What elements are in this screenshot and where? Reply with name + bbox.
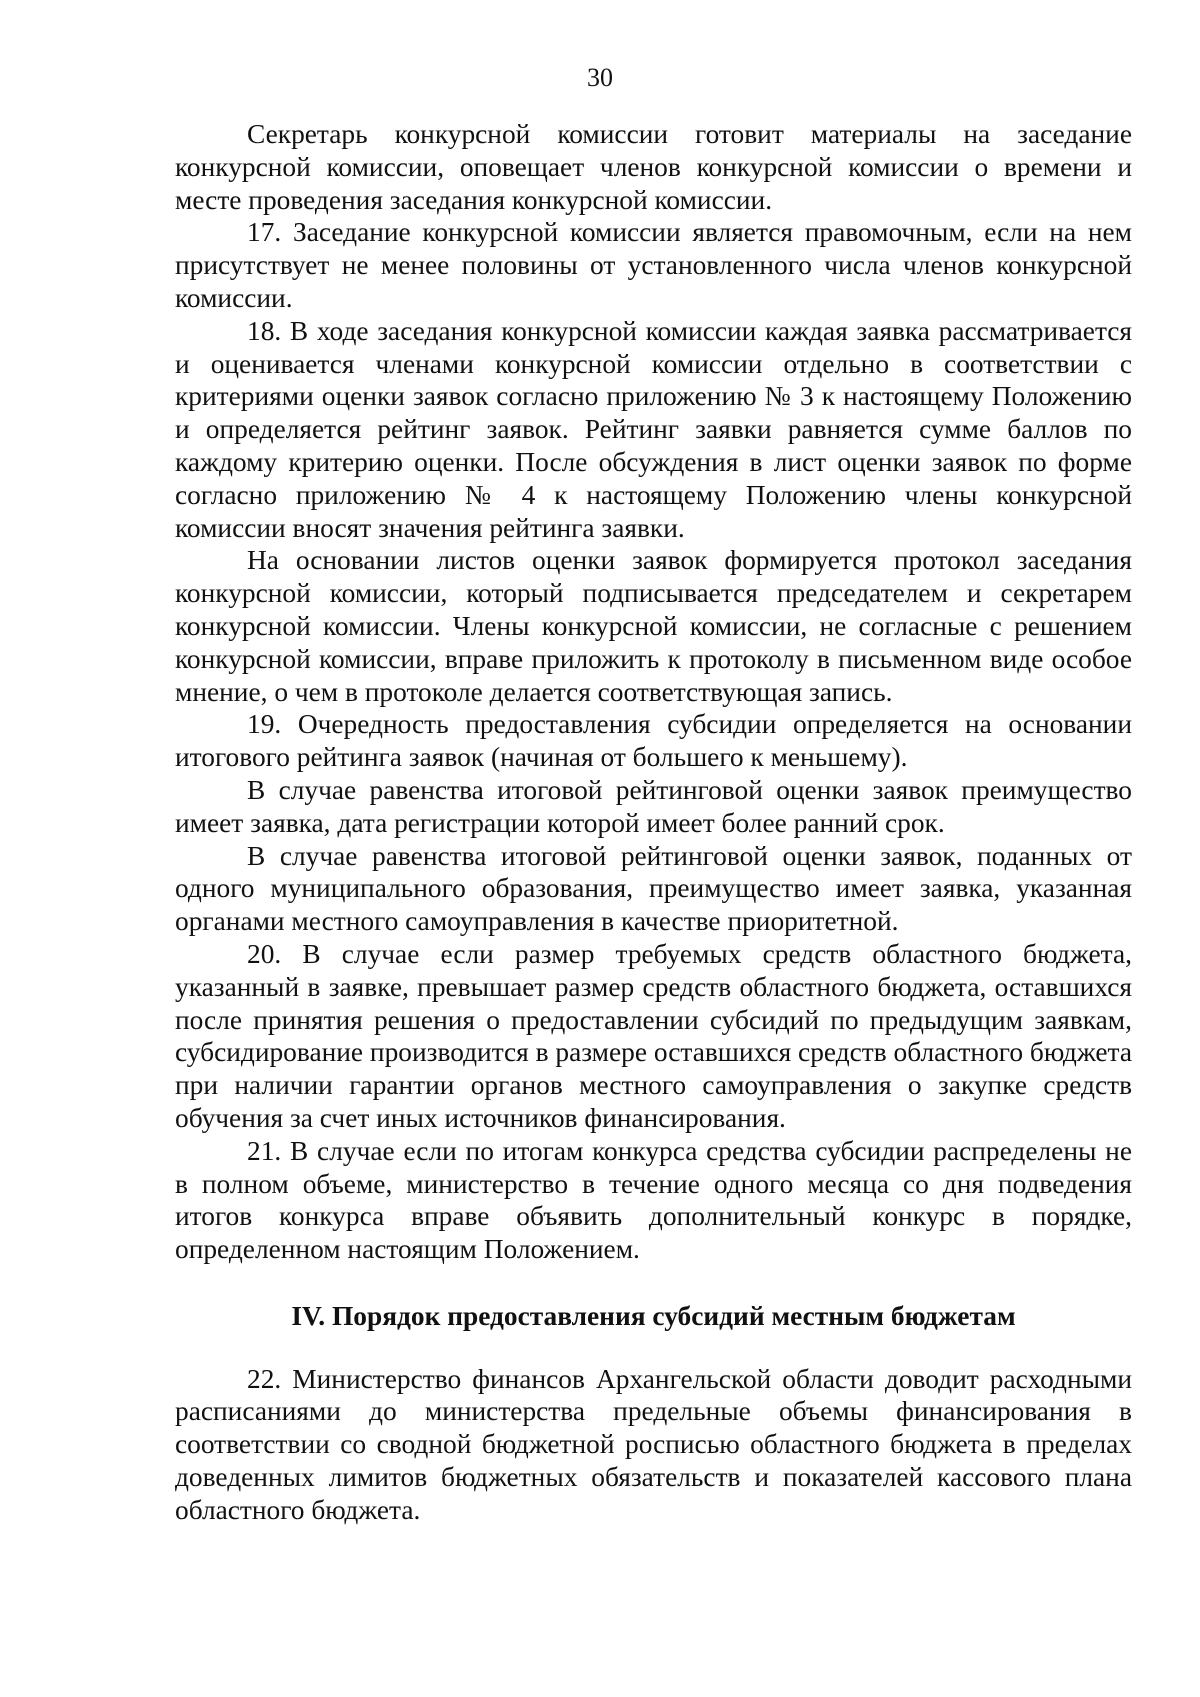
section-heading: IV. Порядок предоставления субсидий местным бюджетам <box>291 1300 1016 1331</box>
paragraph-equal-rating-municipality: В случае равенства итоговой рейтинговой оценки заявок, поданных от одного муниципального образования, преимущество имеет заявка, указанная органами местного самоуправления в качестве приоритетной. <box>175 840 1132 937</box>
paragraph-19-priority: 19. Очередность предоставления субсидии определяется на основании итогового рейтинга заявок (начиная от большего к меньшему). <box>175 709 1132 773</box>
paragraph-20-remaining-funds: 20. В случае если размер требуемых средств областного бюджета, указанный в заявке, превышает размер средств областного бюджета, оставшихся после принятия решения о предоставлении субсидий по предыдущим заявкам, субсидирование производится в размере оставшихся средств областного бюджета при наличии гарантии органов местного самоуправления о закупке средств обучения за счет иных источников финансирования. <box>175 938 1133 1133</box>
paragraph-equal-rating-date: В случае равенства итоговой рейтинговой оценки заявок преимущество имеет заявка, дата регистрации которой имеет более ранний срок. <box>175 774 1132 838</box>
paragraph-21-additional-contest: 21. В случае если по итогам конкурса средства субсидии распределены не в полном объеме, министерство в течение одного месяца со дня подведения итогов конкурса вправе объявить дополнительный конкурс в порядке, определенном настоящим Положением. <box>175 1135 1132 1265</box>
paragraph-secretary-duties: Секретарь конкурсной комиссии готовит материалы на заседание конкурсной комиссии, оповещает членов конкурсной комиссии о времени и месте проведения заседания конкурсной комиссии. <box>175 119 1132 215</box>
page-number: 30 <box>587 63 613 92</box>
document-body <box>175 118 1132 1527</box>
paragraph-22-finance-ministry: 22. Министерство финансов Архангельской области доводит расходными расписаниями до министерства предельные объемы финансирования в соответствии со сводной бюджетной росписью областного бюджета в пределах доведенных лимитов бюджетных обязательств и показателей кассового плана областного бюджета. <box>175 1363 1132 1525</box>
paragraph-18-evaluation: 18. В ходе заседания конкурсной комиссии каждая заявка рассматривается и оценивается членами конкурсной комиссии отдельно в соответствии с критериями оценки заявок согласно приложению № 3 к настоящему Положению и определяется рейтинг заявок. Рейтинг заявки равняется сумме баллов по каждому критерию оценки. После обсуждения в лист оценки заявок по форме согласно приложению № 4 к настоящему Положению члены конкурсной комиссии вносят значения рейтинга заявки. <box>175 315 1132 543</box>
paragraph-protocol: На основании листов оценки заявок формируется протокол заседания конкурсной комиссии, который подписывается председателем и секретарем конкурсной комиссии. Члены конкурсной комиссии, не согласные с решением конкурсной комиссии, вправе приложить к протоколу в письменном виде особое мнение, о чем в протоколе делается соответствующая запись. <box>175 545 1132 707</box>
paragraph-17-quorum: 17. Заседание конкурсной комиссии является правомочным, если на нем присутствует не менее половины от установленного числа членов конкурсной комиссии. <box>175 217 1132 313</box>
